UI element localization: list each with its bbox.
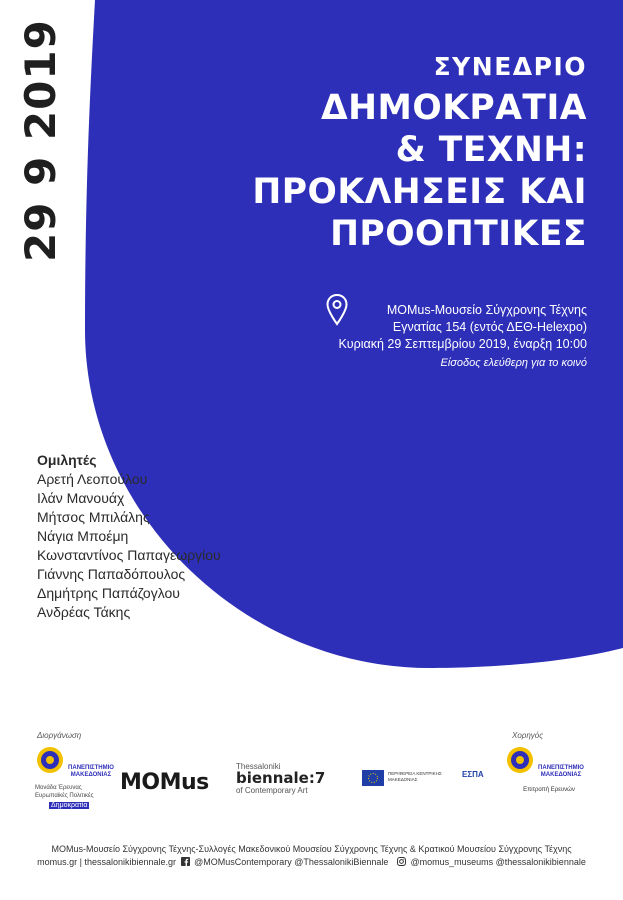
- espa-text: ΕΣΠΑ: [462, 770, 484, 779]
- venue-address: Εγνατίας 154 (εντός ΔΕΘ-Helexpo): [392, 320, 587, 334]
- instagram-icon[interactable]: [397, 857, 406, 866]
- facebook-icon[interactable]: [181, 857, 190, 866]
- biennale-city: Thessaloniki: [236, 762, 281, 771]
- momus-wordmark: MOMus: [120, 770, 209, 795]
- speaker-name: Ανδρέας Τάκης: [37, 604, 131, 620]
- speaker-name: Νάγια Μποέμη: [37, 528, 129, 544]
- eu-flag-icon: [362, 770, 384, 786]
- uom-unit-line-2: Ευρωπαϊκές Πολιτικές: [35, 793, 94, 799]
- biennale-logo: [236, 762, 348, 795]
- title-line-4: ΠΡΟΟΠΤΙΚΕΣ: [330, 214, 587, 254]
- uom-organizer-logo: [35, 745, 115, 809]
- footer-instagram[interactable]: @momus_museums @thessalonikibiennale: [410, 857, 586, 867]
- momus-logo: [120, 770, 222, 795]
- conference-kicker: ΣΥΝΕΔΡΙΟ: [433, 52, 587, 81]
- uom-unit-line-3: Δημοκρατία: [51, 802, 88, 809]
- sponsor-unit: Επιτροπή Ερευνών: [523, 787, 575, 793]
- sponsor-label: Χορηγός: [512, 731, 544, 740]
- free-entry-note: Είσοδος ελεύθερη για το κοινό: [440, 357, 587, 369]
- venue-name: MOMus-Μουσείο Σύγχρονης Τέχνης: [386, 303, 587, 317]
- funding-logos: [362, 770, 494, 792]
- heading-block: [252, 52, 587, 255]
- uom-unit-line-1: Μονάδα Έρευνας: [35, 785, 82, 791]
- speaker-name: Ιλάν Μανουάχ: [37, 490, 125, 506]
- speaker-name: Δημήτρης Παπάζογλου: [37, 585, 180, 601]
- event-datetime: Κυριακή 29 Σεπτεμβρίου 2019, έναρξη 10:00: [338, 337, 587, 351]
- footer-line-1: MOMus-Μουσείο Σύγχρονης Τέχνης-Συλλογές Μακεδονικού Μουσείου Σύγχρονης Τέχνης & Κρατικού Μουσείου Σύγχρονης Τέχνης: [51, 844, 572, 854]
- uom-sponsor-logo: [505, 745, 587, 793]
- uom-emblem-icon: [505, 745, 535, 775]
- venue-block: [338, 302, 587, 372]
- speaker-name: Μήτσος Μπιλάλης: [37, 509, 150, 525]
- title-line-3: ΠΡΟΚΛΗΣΕΙΣ ΚΑΙ: [252, 172, 587, 212]
- uom-name: ΠΑΝΕΠΙΣΤΗΜΙΟ ΜΑΚΕΔΟΝΙΑΣ: [68, 765, 114, 778]
- speaker-name: Γιάννης Παπαδόπουλος: [37, 566, 186, 582]
- speaker-name: Κωνσταντίνος Παπαγεωργίου: [37, 547, 221, 563]
- uom-sponsor-name: ΠΑΝΕΠΙΣΤΗΜΙΟ ΜΑΚΕΔΟΝΙΑΣ: [538, 765, 584, 778]
- biennale-subtitle: of Contemporary Art: [236, 786, 308, 795]
- speaker-name: Αρετή Λεοπούλου: [37, 471, 148, 487]
- uom-emblem-icon: [35, 745, 65, 775]
- title-line-2: & ΤΕΧΝΗ:: [395, 130, 587, 170]
- event-date: 29 9 2019: [16, 19, 65, 262]
- organizer-label: Διοργάνωση: [37, 731, 82, 740]
- biennale-name: biennale:7: [236, 769, 326, 787]
- speakers-list: [37, 452, 221, 622]
- footer-sites[interactable]: momus.gr | thessalonikibiennale.gr: [37, 857, 177, 867]
- speakers-label: Ομιλητές: [37, 452, 97, 468]
- region-text: ΠΕΡΙΦΕΡΕΙΑ ΚΕΝΤΡΙΚΗΣ ΜΑΚΕΔΟΝΙΑΣ: [388, 771, 442, 782]
- footer-line-2: [0, 857, 623, 867]
- footer-facebook[interactable]: @MOMusContemporary @ThessalonikiBiennale: [194, 857, 389, 867]
- title-line-1: ΔΗΜΟΚΡΑΤΙΑ: [320, 88, 587, 128]
